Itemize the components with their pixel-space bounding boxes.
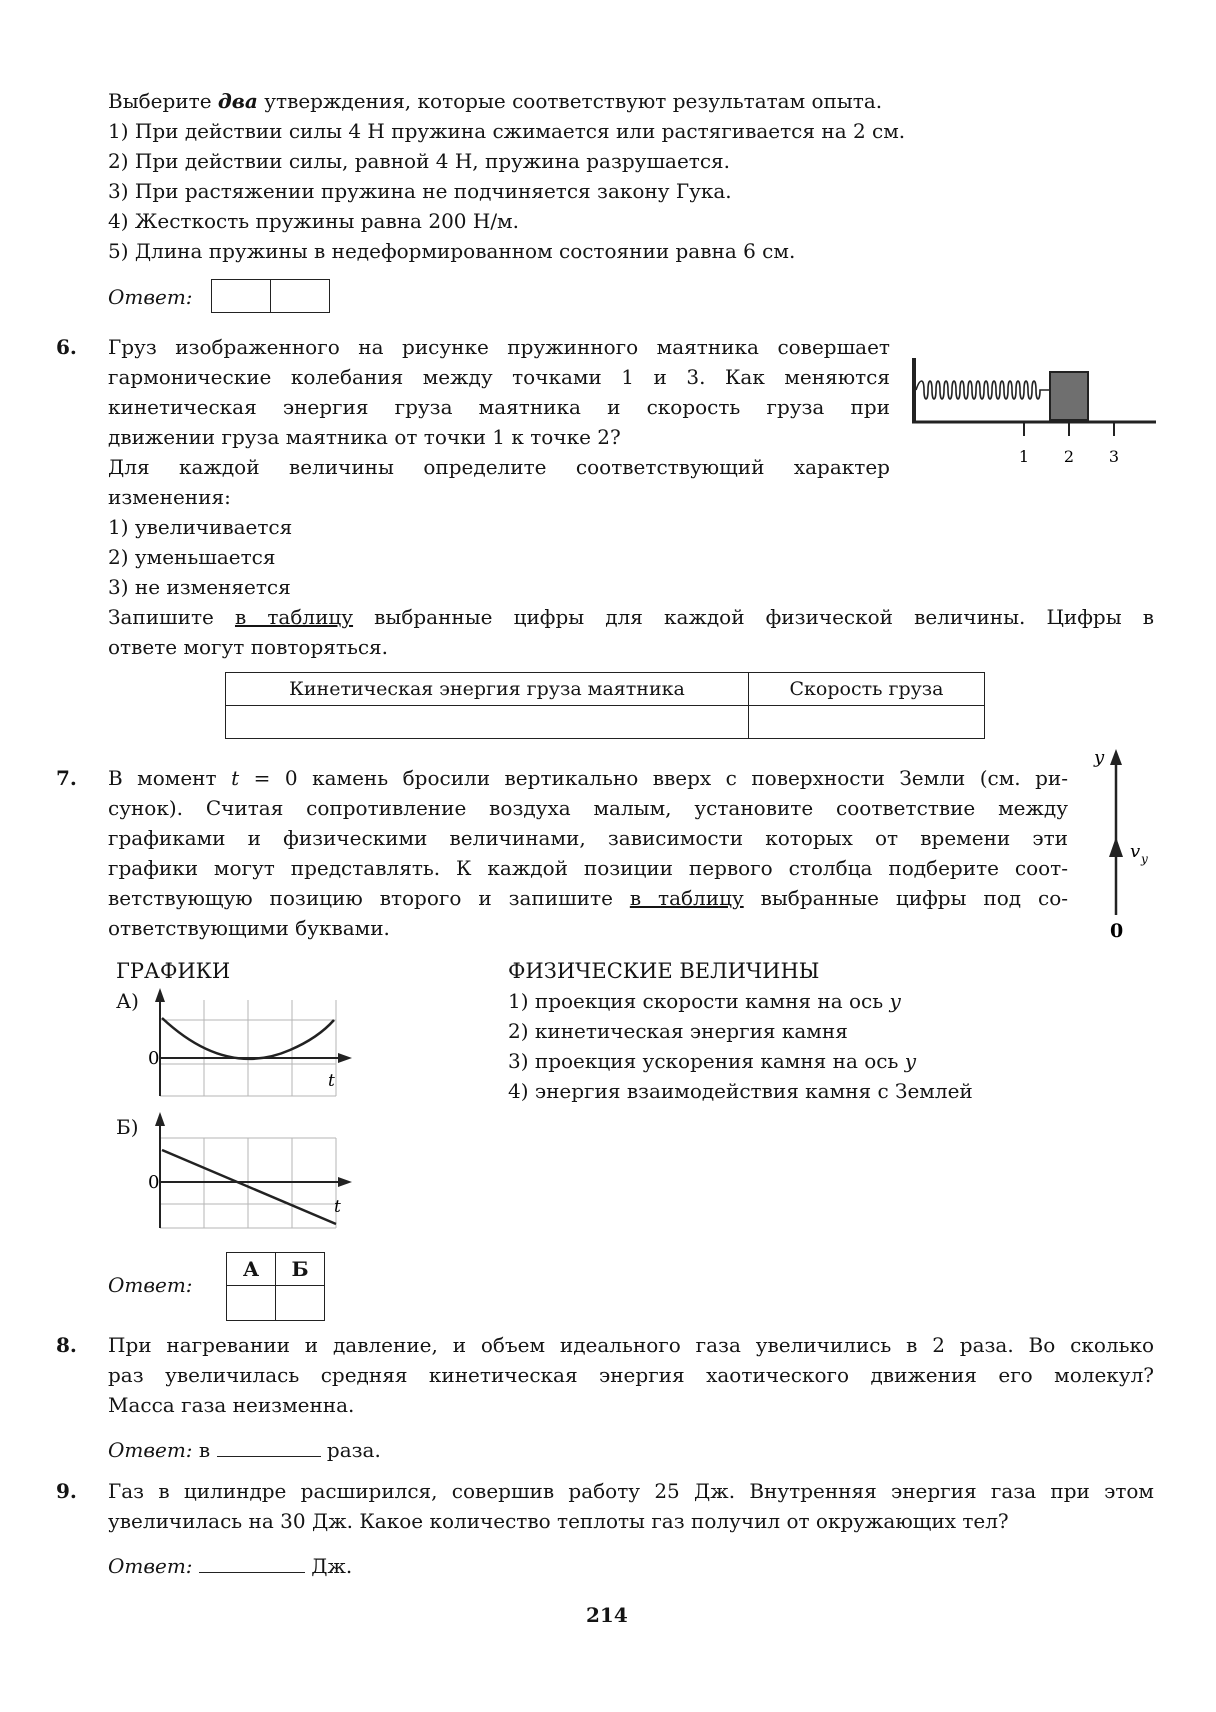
q7-answer-label: Ответ: [108, 1273, 193, 1297]
q5-answer-cell-1[interactable] [211, 279, 271, 313]
q5-option-3: 3) При растяжении пружина не подчиняется закону Гука. [108, 179, 732, 203]
graph-a-t-label: t [328, 1071, 335, 1091]
q8-answer-label: Ответ: [108, 1438, 193, 1462]
load-block [1050, 372, 1088, 420]
q6-table-header-speed: Скорость груза [749, 673, 985, 706]
q7-text-line: сунок). Считая сопротивление воздуха малым, установите соответствие между [108, 796, 1068, 820]
q5-intro-emphasis: два [217, 89, 258, 113]
q6-text-line: движении груза маятника от точки 1 к точке 2? [108, 425, 621, 449]
graph-b-t-label: t [334, 1197, 341, 1217]
q6-choice-1: 1) увеличивается [108, 515, 293, 539]
quantity-3-var: y [904, 1049, 917, 1073]
graphs-heading: ГРАФИКИ [116, 959, 231, 983]
q7-text-line: графиками и физическими величинами, зависимости которых от времени эти [108, 826, 1068, 850]
q8-answer [108, 1434, 381, 1465]
q5-intro-pre: Выберите [108, 89, 212, 113]
q6-table-header-kinetic: Кинетическая энергия груза маятника [226, 673, 749, 706]
q5-answer-label: Ответ: [108, 285, 193, 309]
q7-line5-post: выбранные цифры под со- [760, 886, 1068, 910]
q6-instruction-line2: ответе могут повторяться. [108, 635, 389, 659]
q5-option-1: 1) При действии силы 4 Н пружина сжимается или растягивается на 2 см. [108, 119, 906, 143]
q8-answer-post: раза. [326, 1438, 381, 1462]
quantity-4-text: 4) энергия взаимодействия камня с Землей [508, 1079, 973, 1103]
q6-text-line: гармонические колебания между точками 1 и 3. Как меняются [108, 365, 890, 389]
origin-label: 0 [1110, 920, 1124, 942]
q9-text-line: Газ в цилиндре расширился, совершив работу 25 Дж. Внутренняя энергия газа при этом [108, 1479, 1154, 1503]
q7-answer-cell-b[interactable] [276, 1286, 325, 1321]
quantities-heading: ФИЗИЧЕСКИЕ ВЕЛИЧИНЫ [508, 959, 820, 983]
spring-pendulum-figure [900, 344, 1168, 466]
q7-text-line [108, 763, 1068, 793]
q8-answer-pre: в [198, 1438, 211, 1462]
q7-line5-pre: ветствующую позицию второго и запишите [108, 886, 613, 910]
point-label-2: 2 [1063, 447, 1075, 466]
q6-text-line: кинетическая энергия груза маятника и скорость груза при [108, 395, 890, 419]
q9-text-line: увеличилась на 30 Дж. Какое количество теплоты газ получил от окружающих тел? [108, 1509, 1009, 1533]
graph-b-t-arrow [338, 1177, 352, 1187]
q6-text-line: Для каждой величины определите соответствующий характер [108, 455, 890, 479]
q5-answer-boxes [211, 279, 330, 313]
graph-b-y-arrow [155, 1112, 165, 1126]
q8-text-line: При нагревании и давление, и объем идеального газа увеличились в 2 раза. Во сколько [108, 1333, 1154, 1357]
q6-choice-2: 2) уменьшается [108, 545, 276, 569]
q7-line1-post: = 0 камень бросили вертикально вверх с поверхности Земли (см. ри- [253, 766, 1069, 790]
q7-answer-header-a: А [227, 1253, 276, 1286]
graph-a-y-arrow [155, 988, 165, 1002]
y-axis-label: y [1094, 747, 1105, 768]
point-label-3: 3 [1108, 447, 1120, 466]
q6-answer-cell-speed[interactable] [749, 706, 985, 739]
quantity-4 [508, 1076, 973, 1106]
q8-number: 8. [56, 1333, 77, 1357]
graph-b-label: Б) [116, 1115, 139, 1139]
graph-b [148, 1112, 358, 1232]
q6-instruction-pre: Запишите [108, 605, 214, 629]
q7-text-line: ответствующими буквами. [108, 916, 390, 940]
page-number: 214 [586, 1603, 628, 1627]
graph-a-label: А) [116, 989, 139, 1013]
quantity-2 [508, 1016, 848, 1046]
q9-answer [108, 1550, 352, 1581]
quantity-3-text: 3) проекция ускорения камня на ось [508, 1049, 899, 1073]
quantity-1-var: y [889, 989, 901, 1013]
velocity-arrow [1109, 837, 1123, 857]
q7-line1-pre: В момент [108, 766, 217, 790]
q6-answer-cell-kinetic[interactable] [226, 706, 749, 739]
q6-instruction-post: выбранные цифры для каждой физической величины. Цифры в [374, 605, 1155, 629]
q9-answer-post: Дж. [311, 1554, 353, 1578]
quantity-2-text: 2) кинетическая энергия камня [508, 1019, 848, 1043]
q5-option-5: 5) Длина пружины в недеформированном состоянии равна 6 см. [108, 239, 796, 263]
graph-b-zero: 0 [148, 1172, 160, 1193]
q7-text-line [108, 883, 1068, 913]
q6-number: 6. [56, 335, 77, 359]
q5-option-2: 2) При действии силы, равной 4 Н, пружина разрушается. [108, 149, 731, 173]
graph-a [148, 988, 358, 1100]
q6-answer-table [225, 672, 985, 739]
graph-a-grid [160, 1000, 336, 1096]
q5-intro-post: утверждения, которые соответствуют результатам опыта. [264, 89, 883, 113]
q8-answer-blank[interactable] [217, 1434, 321, 1457]
spring [916, 381, 1050, 399]
q9-answer-blank[interactable] [199, 1550, 305, 1573]
q6-text-line: Груз изображенного на рисунке пружинного маятника совершает [108, 335, 890, 359]
q6-instruction-link: в таблицу [234, 605, 354, 629]
q6-instruction [108, 602, 1154, 632]
q7-line5-link: в таблицу [629, 886, 744, 910]
q7-answer-cell-a[interactable] [227, 1286, 276, 1321]
q8-text-line: раз увеличилась средняя кинетическая энергия хаотического движения его молекул? [108, 1363, 1154, 1387]
q5-answer-cell-2[interactable] [271, 279, 330, 313]
q5-option-4: 4) Жесткость пружины равна 200 Н/м. [108, 209, 519, 233]
quantity-3 [508, 1046, 916, 1076]
q7-answer-table [226, 1252, 325, 1321]
quantity-1 [508, 986, 901, 1016]
q7-line1-t: t [231, 766, 240, 790]
graph-a-t-arrow [338, 1053, 352, 1063]
velocity-label-sub: y [1141, 852, 1148, 866]
velocity-label: v [1130, 841, 1141, 862]
q9-answer-label: Ответ: [108, 1554, 193, 1578]
q6-choice-3: 3) не изменяется [108, 575, 291, 599]
q9-number: 9. [56, 1479, 77, 1503]
q6-text-line: изменения: [108, 485, 231, 509]
q8-text-line: Масса газа неизменна. [108, 1393, 355, 1417]
q7-answer-header-b: Б [276, 1253, 325, 1286]
graph-a-zero: 0 [148, 1048, 160, 1069]
q7-number: 7. [56, 766, 77, 790]
point-label-1: 1 [1018, 447, 1030, 466]
y-axis-arrow [1110, 749, 1122, 765]
graph-b-line [162, 1150, 336, 1224]
quantity-1-text: 1) проекция скорости камня на ось [508, 989, 884, 1013]
q5-intro [108, 86, 882, 116]
throw-figure [1090, 745, 1160, 945]
q7-text-line: графики могут представлять. К каждой позиции первого столбца подберите соот- [108, 856, 1068, 880]
